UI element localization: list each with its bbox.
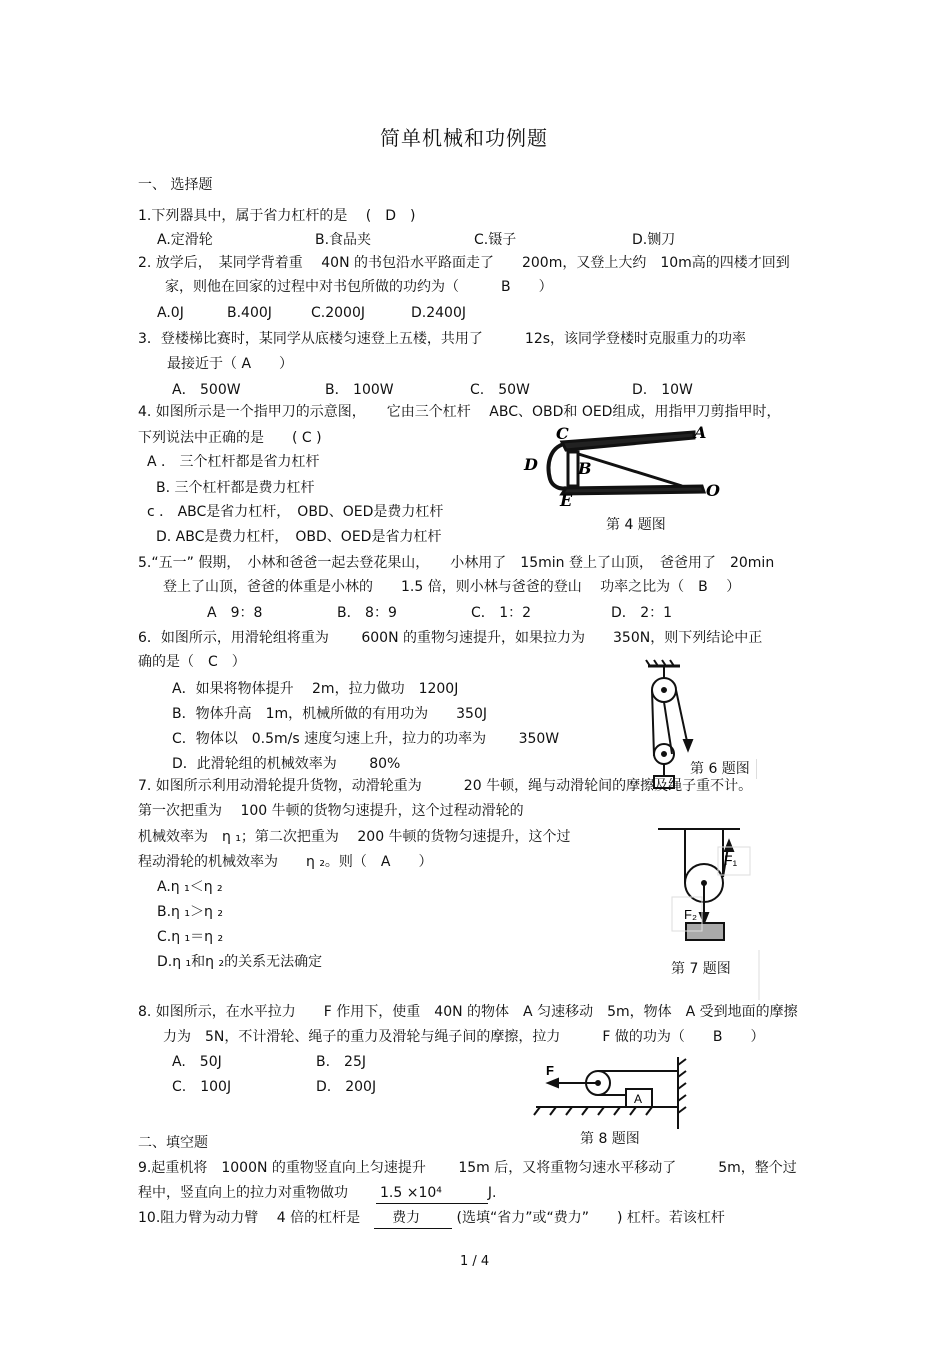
q6-option-b: B．物体升高 1m，机械所做的有用功为 350J [172, 706, 487, 722]
q5-option-c: C． 1：2 [471, 605, 532, 621]
q2-option-d: D.2400J [411, 305, 466, 321]
fig4-label-e: E [560, 491, 573, 510]
q1-option-a: A.定滑轮 [157, 232, 213, 248]
q3-option-a: A． 500W [172, 382, 241, 398]
page-title: 简单机械和功例题 [380, 126, 548, 150]
q9-answer: 1.5 ×10⁴ [380, 1185, 442, 1201]
question-5-line2: 登上了山顶，爸爸的体重是小林的 1.5 倍，则小林与爸爸的登山 功率之比为（ B ） [163, 579, 741, 595]
q10-answer-blank [374, 1208, 452, 1229]
question-6-line2: 确的是（ C ） [138, 654, 246, 670]
q2-option-c: C.2000J [311, 305, 365, 321]
fig4-label-c: C [556, 424, 569, 443]
q7-option-b: B.η ₁＞η ₂ [157, 904, 223, 920]
question-3-line2: 最接近于（ A ） [167, 356, 294, 372]
q4-option-a: A ． 三个杠杆都是省力杠杆 [147, 454, 320, 470]
q6-option-c: C．物体以 0.5m/s 速度匀速上升，拉力的功率为 350W [172, 731, 560, 747]
question-9-line1: 9.起重机将 1000N 的重物竖直向上匀速提升 15m 后，又将重物匀速水平移动了 5m，整个过 [138, 1160, 797, 1176]
q4-option-d: D. ABC是费力杠杆， OBD、OED是省力杠杆 [156, 529, 442, 545]
q6-option-d: D．此滑轮组的机械效率为 80% [172, 756, 401, 772]
q7-option-a: A.η ₁＜η ₂ [157, 879, 223, 895]
q4-option-c: c ． ABC是省力杠杆， OBD、OED是费力杠杆 [147, 504, 444, 520]
q5-option-a: A 9：8 [207, 605, 263, 621]
fig4-label-a: A [694, 423, 707, 442]
q10-text-before: 10.阻力臂为动力臂 4 倍的杠杆是 [138, 1210, 361, 1226]
q10-answer: 费力 [392, 1210, 421, 1226]
q2-option-b: B.400J [227, 305, 272, 321]
q9-answer-blank [376, 1183, 488, 1204]
fig4-label-o: O [706, 481, 720, 500]
q5-option-b: B． 8：9 [337, 605, 397, 621]
question-4-line2: 下列说法中正确的是 ( C ) [138, 430, 322, 446]
q3-option-b: B． 100W [325, 382, 394, 398]
q10-text-after: (选填“省力”或“费力” ) 杠杆。若该杠杆 [456, 1210, 725, 1226]
question-7-line2: 第一次把重为 100 牛顿的货物匀速提升，这个过程动滑轮的 [138, 803, 524, 819]
q3-option-c: C. 50W [470, 382, 530, 398]
question-7-line3: 机械效率为 η ₁；第二次把重为 200 牛顿的货物匀速提升，这个过 [138, 829, 571, 845]
q8-option-c: C. 100J [172, 1079, 232, 1095]
figure-7-caption: 第 7 题图 [671, 961, 731, 977]
question-6-line1: 6．如图所示，用滑轮组将重为 600N 的重物匀速提升，如果拉力为 350N，则下列结论中正 [138, 630, 763, 646]
fig4-label-d: D [524, 455, 538, 474]
q1-option-d: D.铡刀 [632, 232, 676, 248]
q7-option-c: C.η ₁＝η ₂ [157, 929, 224, 945]
figure-8-caption: 第 8 题图 [580, 1131, 640, 1147]
q7-option-d: D.η ₁和η ₂的关系无法确定 [157, 954, 323, 970]
question-1-stem: 1.下列器具中，属于省力杠杆的是 ( D ) [138, 208, 416, 224]
q8-option-a: A. 50J [172, 1054, 222, 1070]
q8-option-d: D. 200J [316, 1079, 377, 1095]
fig7-f2-label: F₂ [684, 907, 697, 922]
q5-option-d: D． 2：1 [611, 605, 673, 621]
q9-text-after: J. [487, 1185, 497, 1201]
figure-4-caption: 第 4 题图 [606, 517, 666, 533]
question-5-line1: 5.“五一” 假期， 小林和爸爸一起去登花果山， 小林用了 15min 登上了山顶， 爸爸用了 20min [138, 555, 775, 571]
q4-option-b: B. 三个杠杆都是费力杠杆 [156, 480, 315, 496]
question-9-line2 [138, 1183, 496, 1204]
q9-text-before: 程中，竖直向上的拉力对重物做功 [138, 1185, 376, 1201]
fig8-a-label: A [634, 1092, 643, 1106]
question-2-line2: 家，则他在回家的过程中对书包所做的功约为（ B ） [165, 279, 553, 295]
question-8-line1: 8. 如图所示，在水平拉力 F 作用下，使重 40N 的物体 A 匀速移动 5m，物体 A 受到地面的摩擦 [138, 1004, 798, 1020]
q1-option-c: C.镊子 [474, 232, 517, 248]
question-8-line2: 力为 5N，不计滑轮、绳子的重力及滑轮与绳子间的摩擦，拉力 F 做的功为（ B ） [163, 1029, 765, 1045]
question-10-line1 [138, 1208, 725, 1229]
section-heading-fill: 二、填空题 [138, 1135, 208, 1151]
page-number: 1 / 4 [460, 1254, 490, 1269]
q1-option-b: B.食品夹 [315, 232, 372, 248]
movable-pulley-figure [656, 825, 756, 945]
figure-6-caption: 第 6 题图 [690, 759, 757, 779]
fig4-label-b: B [578, 459, 592, 478]
question-3-line1: 3．登楼梯比赛时，某同学从底楼匀速登上五楼，共用了 12s，该同学登楼时克服重力的功率 [138, 331, 747, 347]
nail-clipper-figure [522, 424, 722, 514]
q3-option-d: D. 10W [632, 382, 693, 398]
question-7-line1: 7. 如图所示利用动滑轮提升货物，动滑轮重为 20 牛顿，绳与动滑轮间的摩擦及绳子重不计。 [138, 778, 753, 794]
q6-option-a: A．如果将物体提升 2m，拉力做功 1200J [172, 681, 459, 697]
q2-option-a: A.0J [157, 305, 184, 321]
fig8-f-label: F [546, 1063, 554, 1078]
question-7-line4: 程动滑轮的机械效率为 η ₂。则（ A ） [138, 854, 433, 870]
question-4-line1: 4. 如图所示是一个指甲刀的示意图， 它由三个杠杆 ABC、OBD和 OED组成，用指甲刀剪指甲时， [138, 404, 781, 420]
q8-option-b: B. 25J [316, 1054, 366, 1070]
question-2-line1: 2. 放学后， 某同学背着重 40N 的书包沿水平路面走了 200m，又登上大约 10m高的四楼才回到 [138, 255, 790, 271]
fig7-f1-label: F₁ [724, 852, 738, 868]
section-heading-choice: 一、 选择题 [138, 177, 213, 193]
